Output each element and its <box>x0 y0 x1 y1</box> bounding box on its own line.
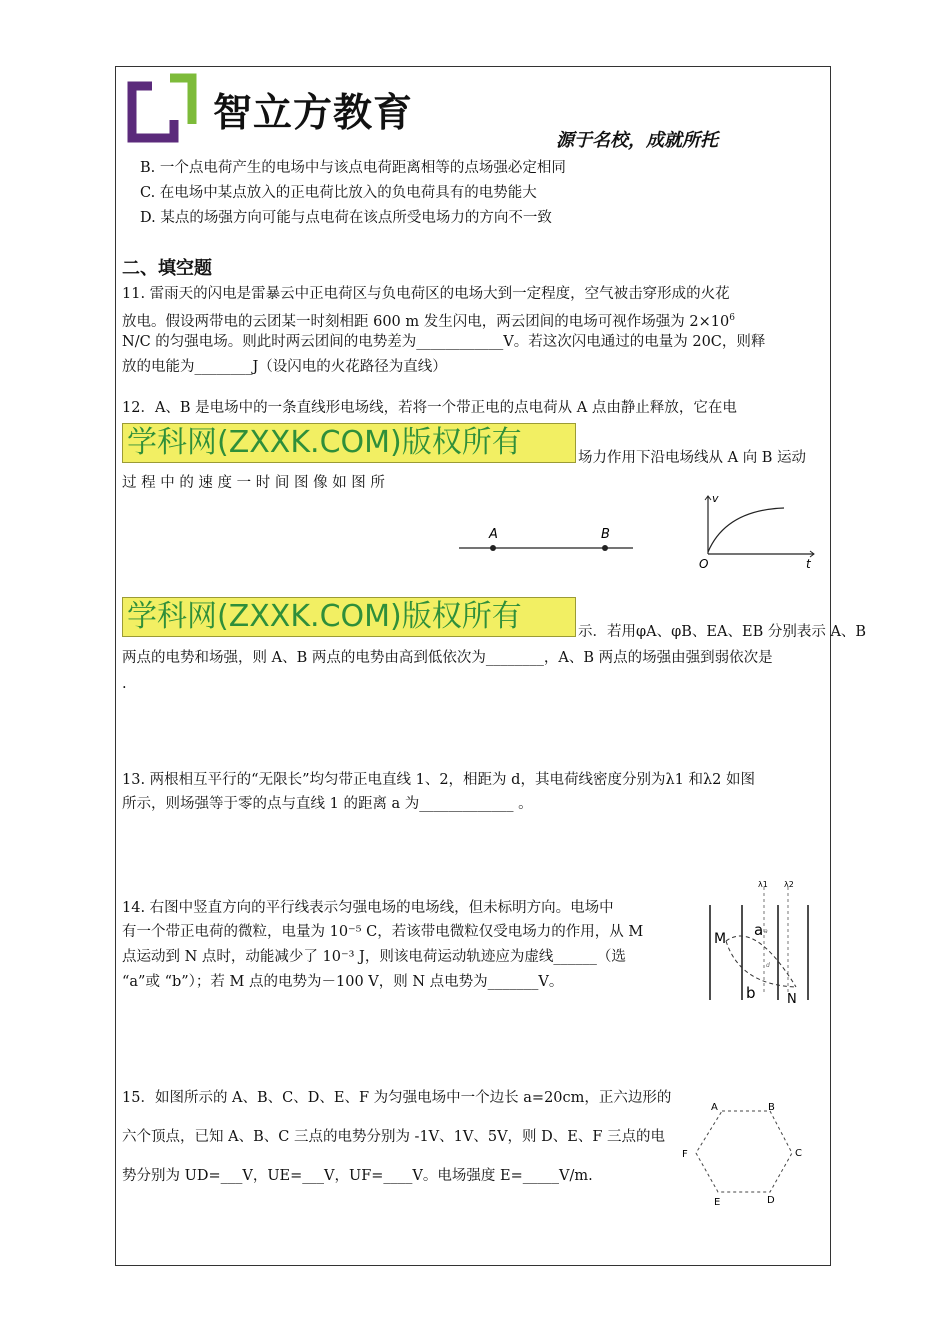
logo-mark-icon <box>126 72 198 144</box>
q11-line-4: 放的电能为________J（设闪电的火花路径为直线） <box>122 359 447 375</box>
distance-a-label: a <box>764 928 768 935</box>
q12-line-5: 两点的电势和场强，则 A、B 两点的电势由高到低依次为________，A、B 两点的场强由强到弱依次是 <box>122 650 773 666</box>
axis-t-label: t <box>806 557 811 571</box>
axis-o-label: O <box>699 557 709 571</box>
q15-line-3: 势分别为 UD=___V，UE=___V，UF=____V。电场强度 E=_____V/m. <box>122 1168 593 1184</box>
q11-line-1: 11. 雷雨天的闪电是雷暴云中正电荷区与负电荷区的电场大到一定程度，空气被击穿形成的火花 <box>122 286 730 302</box>
vertex-a-label: A <box>711 1102 718 1113</box>
distance-d-label: d <box>766 962 770 969</box>
point-a-label: A <box>489 527 498 542</box>
path-a-label: a <box>754 921 764 939</box>
point-b-label: B <box>601 527 610 542</box>
vertex-b-label: B <box>768 1102 775 1113</box>
vertex-f-label: F <box>682 1149 688 1160</box>
q11-line-2: 放电。假设两带电的云团某一时刻相距 600 m 发生闪电，两云团间的电场可视作场强为 $2\times 10^6$ <box>122 313 735 330</box>
q15-line-1: 15．如图所示的 A、B、C、D、E、F 为匀强电场中一个边长 a=20cm，正六边形的 <box>122 1090 672 1106</box>
section-title: 二、填空题 <box>122 258 212 279</box>
q15-line-2: 六个顶点，已知 A、B、C 三点的电势分别为 -1V、1V、5V，则 D、E、F 三点的电 <box>122 1129 666 1145</box>
q12-line-1: 12．A、B 是电场中的一条直线形电场线，若将一个带正电的点电荷从 A 点由静止释放，它在电 <box>122 400 737 416</box>
q14-line-3: 点运动到 N 点时，动能减少了 10⁻³ J，则该电荷运动轨迹应为虚线______（选 <box>122 949 626 965</box>
vertex-c-label: C <box>795 1148 802 1159</box>
lambda-2-label: λ2 <box>784 880 794 889</box>
watermark-1: 学科网(ZXXK.COM)版权所有 <box>122 423 576 463</box>
lambda-1-label: λ1 <box>758 880 768 889</box>
slogan: 源于名校，成就所托 <box>556 130 718 151</box>
vertex-d-label: D <box>767 1195 775 1206</box>
watermark-2: 学科网(ZXXK.COM)版权所有 <box>122 597 576 637</box>
point-n-label: N <box>787 992 797 1005</box>
hexagon-figure <box>672 1095 817 1215</box>
q13-line-2: 所示，则场强等于零的点与直线 1 的距离 a 为_____________ 。 <box>122 796 533 812</box>
point-m-label: M <box>714 931 727 947</box>
q14-line-2: 有一个带正电荷的微粒，电量为 10⁻⁵ C，若该带电微粒仅受电场力的作用，从 M <box>122 924 644 940</box>
q13-line-1: 13. 两根相互平行的“无限长”均匀带正电直线 1、2，相距为 d，其电荷线密度分别为λ1 和λ2 如图 <box>122 772 755 788</box>
q12-line-4: 示．若用φA、φB、EA、EB 分别表示 A、B <box>578 624 867 640</box>
option-c: C. 在电场中某点放入的正电荷比放入的负电荷具有的电势能大 <box>140 185 537 201</box>
q12-line-3: 过 程 中 的 速 度 一 时 间 图 像 如 图 所 <box>122 475 385 491</box>
q14-line-1: 14. 右图中竖直方向的平行线表示匀强电场的电场线，但未标明方向。电场中 <box>122 900 614 916</box>
option-b: B. 一个点电荷产生的电场中与该点电荷距离相等的点场强必定相同 <box>140 160 566 176</box>
q11-line-3: N/C 的匀强电场。则此时两云团间的电势差为____________V。若这次闪电通过的电量为 20C，则释 <box>122 334 766 350</box>
q12-line-2: 场力作用下沿电场线从 A 向 B 运动 <box>578 450 807 466</box>
vertex-e-label: E <box>714 1197 721 1208</box>
q12-line-6: . <box>122 676 127 692</box>
field-lines-figure <box>700 875 820 1005</box>
option-d: D. 某点的场强方向可能与点电荷在该点所受电场力的方向不一致 <box>140 210 552 226</box>
path-b-label: b <box>746 984 756 1002</box>
field-line-figure <box>455 520 645 560</box>
q14-line-4: “a”或 “b”）；若 M 点的电势为－100 V，则 N 点电势为_______V。 <box>122 974 564 990</box>
axis-v-label: v <box>712 492 719 505</box>
brand-name: 智立方教育 <box>213 91 414 136</box>
velocity-time-graph <box>696 490 826 572</box>
